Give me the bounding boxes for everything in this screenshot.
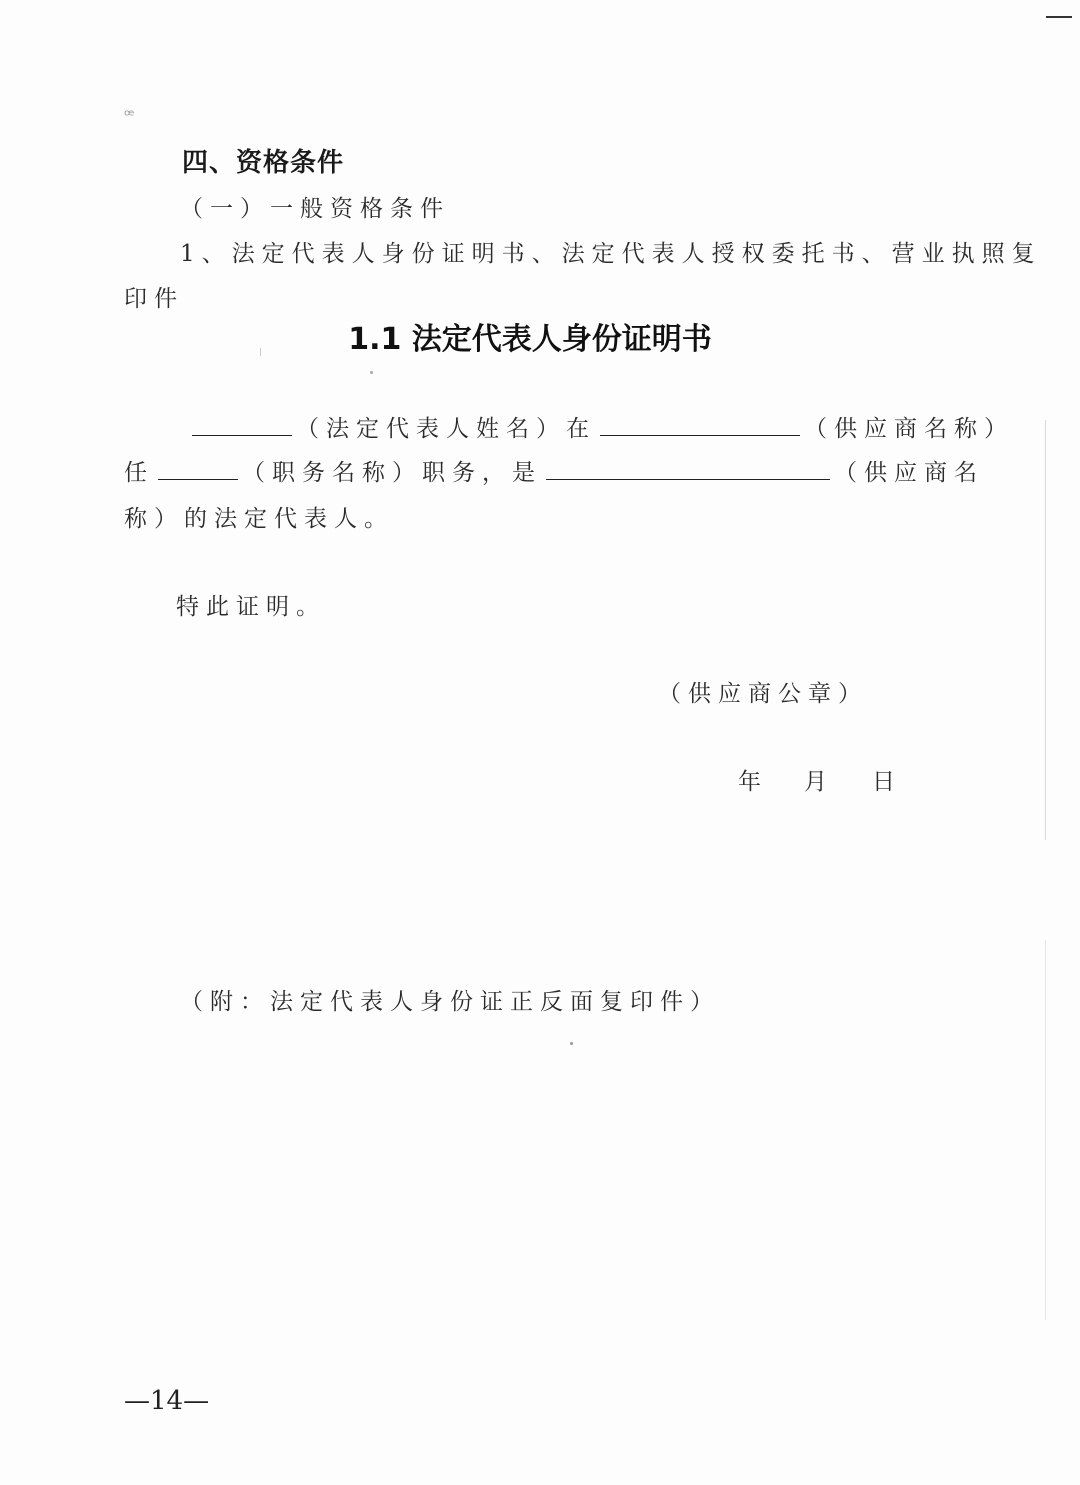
certificate-line [124, 454, 984, 487]
scan-edge-line [1045, 420, 1046, 840]
certificate-title: 1.1 法定代表人身份证明书 [348, 322, 712, 357]
supplier-seal-label: （供应商公章） [658, 681, 868, 707]
item-text: 1、法定代表人身份证明书、法定代表人授权委托书、营业执照复 [180, 241, 1042, 267]
certificate-text: （供应商名 [834, 460, 984, 486]
position-title-blank[interactable] [158, 457, 238, 480]
certificate-line [192, 410, 1014, 443]
certificate-text: （法定代表人姓名）在 [296, 416, 596, 442]
date-month-label: 月 [804, 769, 827, 795]
certificate-text: （供应商名称） [804, 416, 1014, 442]
item-text-continued: 印件 [124, 286, 184, 312]
certificate-text: （职务名称）职务，是 [242, 460, 542, 486]
section-title: 四、资格条件 [182, 148, 345, 178]
scan-speck [370, 371, 373, 374]
page-number: —14— [124, 1386, 210, 1416]
attachment-note: （附：法定代表人身份证正反面复印件） [180, 989, 720, 1015]
certificate-text: 任 [124, 460, 154, 486]
scan-speck [570, 1042, 573, 1045]
date-day-label: 日 [872, 769, 895, 795]
scan-edge-line [1045, 940, 1046, 1320]
certification-statement: 特此证明。 [176, 594, 326, 620]
scan-mark: ꟹ [124, 106, 135, 125]
certificate-line: 称）的法定代表人。 [124, 506, 394, 532]
supplier-name-blank[interactable] [600, 413, 800, 436]
supplier-name-blank[interactable] [546, 457, 830, 480]
representative-name-blank[interactable] [192, 413, 292, 436]
corner-dash [1046, 16, 1072, 18]
subheading: （一）一般资格条件 [180, 196, 450, 222]
date-year-label: 年 [738, 769, 761, 795]
